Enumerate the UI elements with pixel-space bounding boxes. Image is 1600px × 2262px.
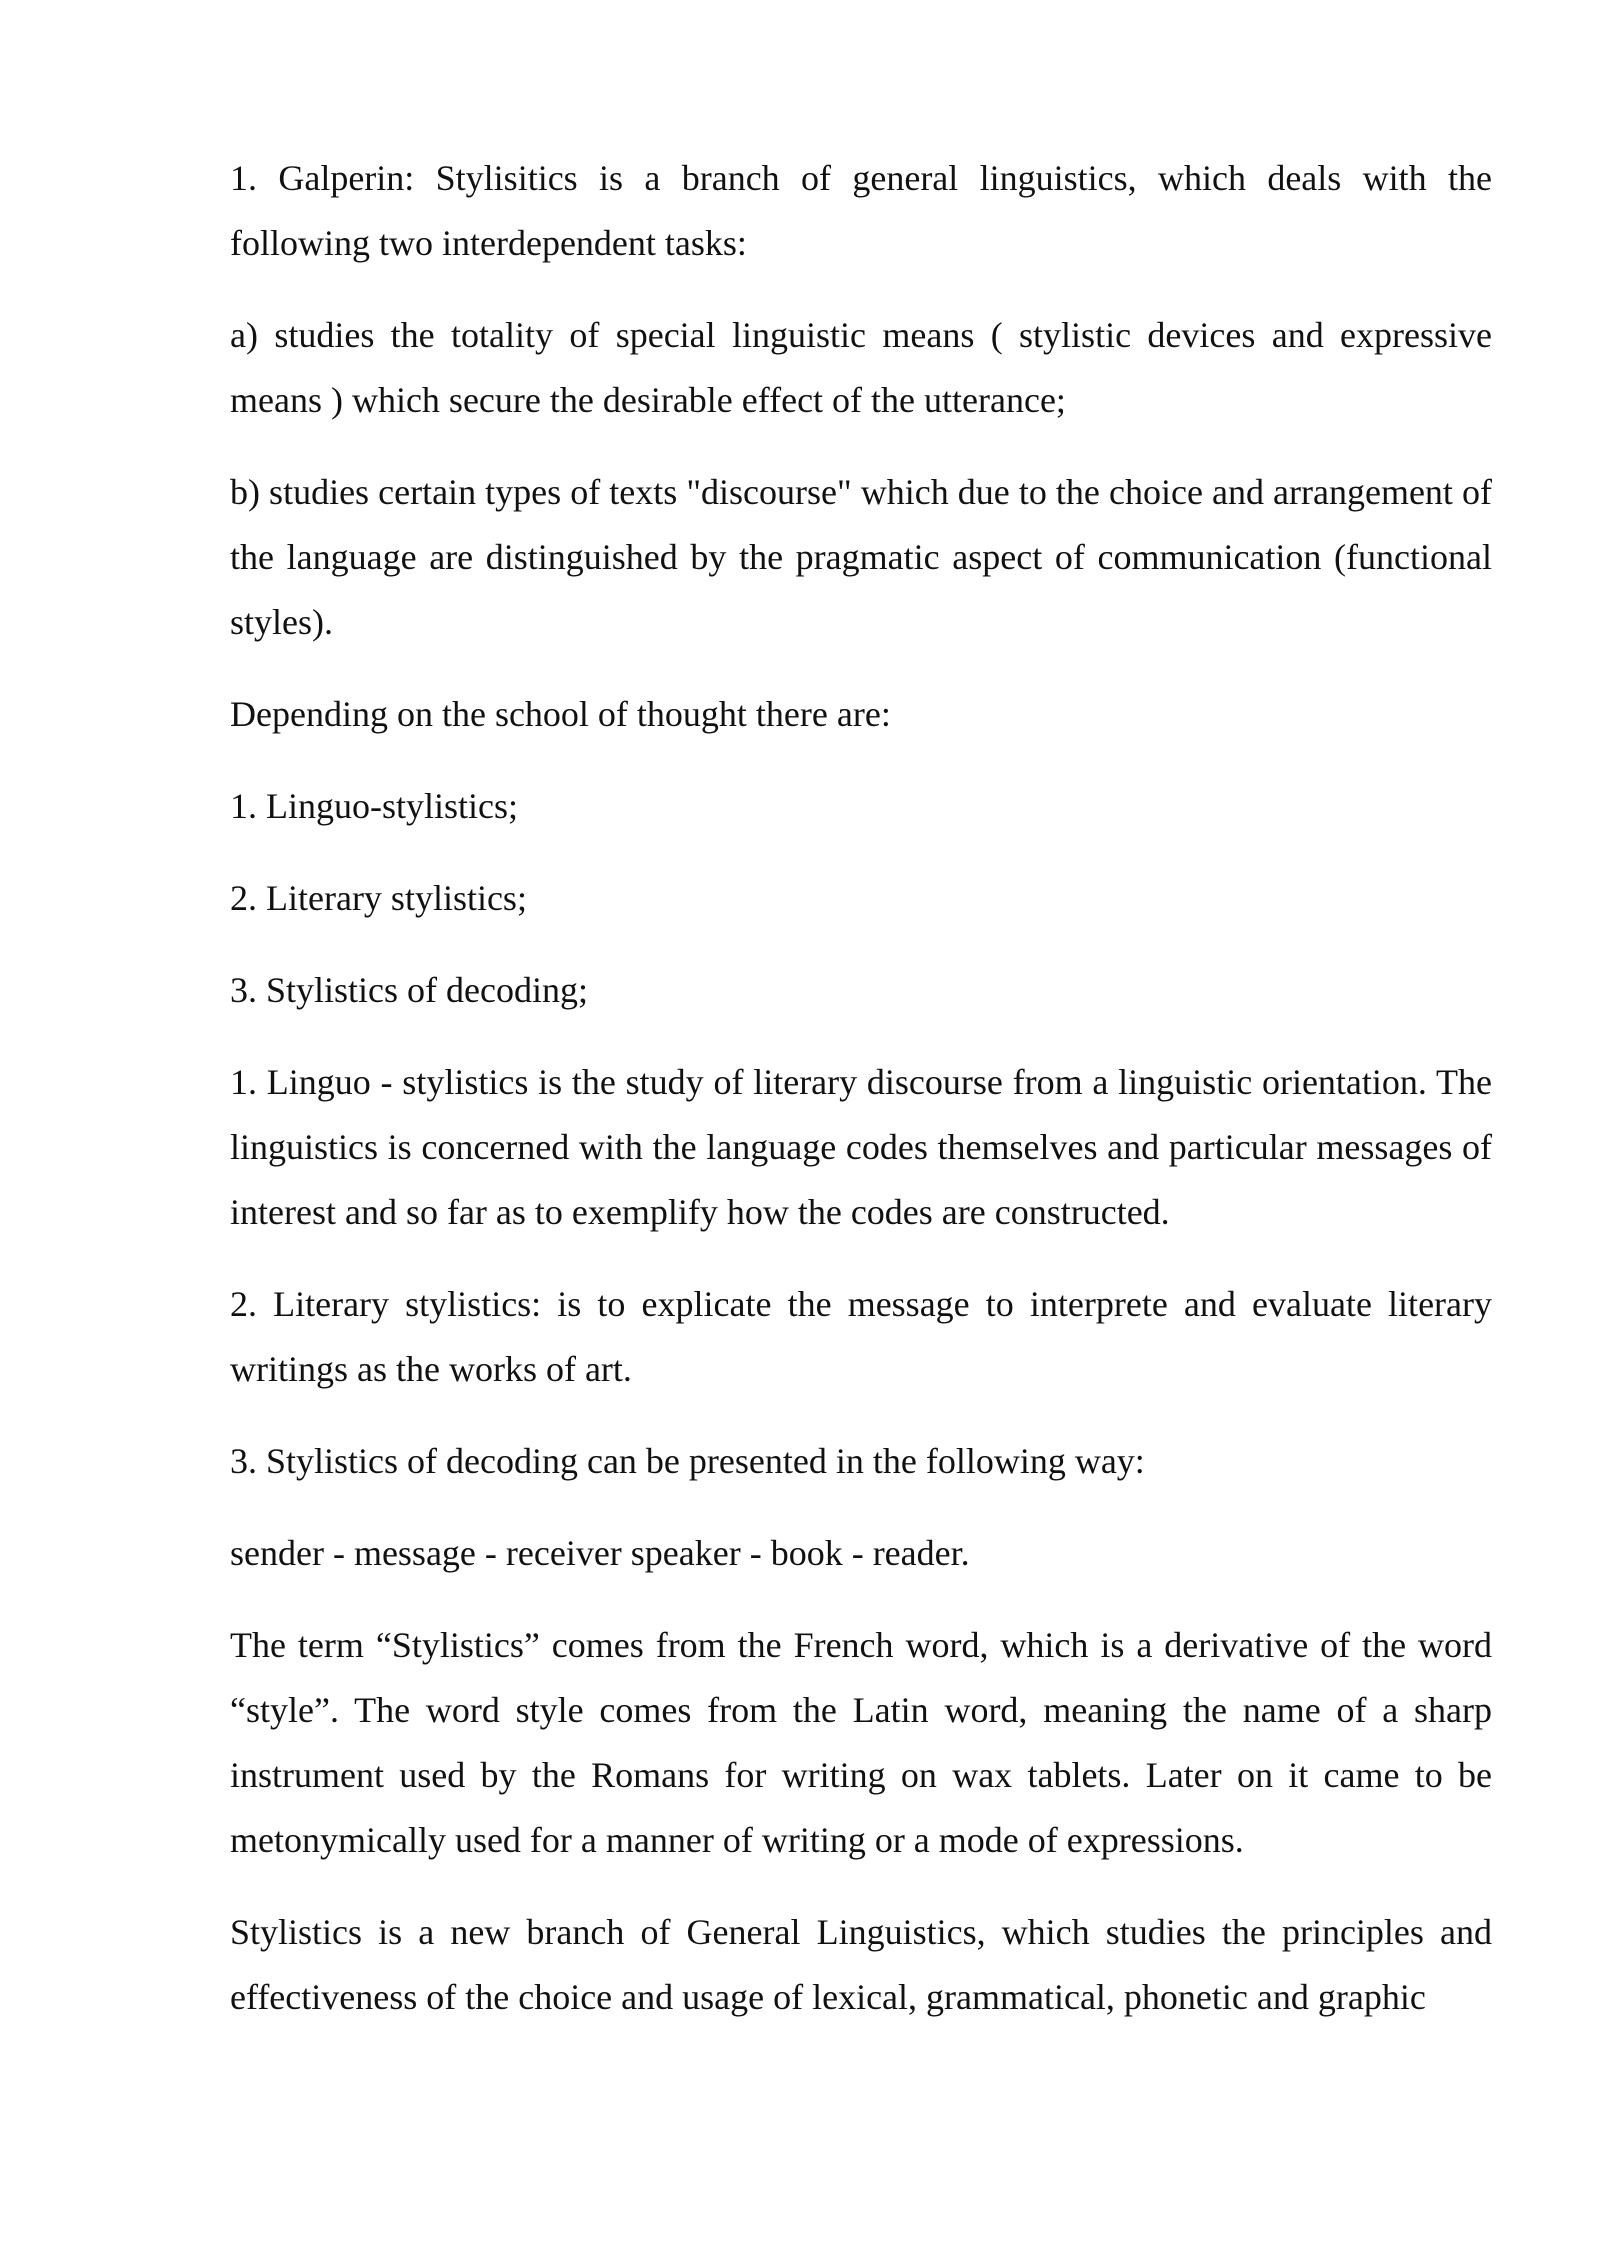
paragraph-decoding-scheme: sender - message - receiver speaker - book - reader. [230, 1533, 970, 1573]
paragraph-galperin-definition: 1. Galperin: Stylisitics is a branch of general linguistics, which deals with the following two interdependent tasks: [230, 158, 1492, 263]
list-item-stylistics-of-decoding: 3. Stylistics of decoding; [230, 970, 588, 1010]
list-item-literary-stylistics: 2. Literary stylistics; [230, 878, 527, 918]
paragraph-task-b: b) studies certain types of texts "discourse" which due to the choice and arrangement of the language are distinguished by the pragmatic aspect of communication (functional styles). [230, 472, 1492, 642]
paragraph-literary-stylistics: 2. Literary stylistics: is to explicate the message to interprete and evaluate literary writings as the works of art. [230, 1284, 1492, 1389]
list-item-linguo-stylistics: 1. Linguo-stylistics; [230, 786, 518, 826]
paragraph-stylistics-branch: Stylistics is a new branch of General Linguistics, which studies the principles and effectiveness of the choice and usage of lexical, grammatical, phonetic and graphic [230, 1912, 1492, 2017]
paragraph-schools-intro: Depending on the school of thought there are: [230, 694, 891, 734]
paragraph-task-a: a) studies the totality of special linguistic means ( stylistic devices and expressive means ) which secure the desirable effect of the utterance; [230, 315, 1492, 420]
paragraph-term-origin: The term “Stylistics” comes from the French word, which is a derivative of the word “style”. The word style comes from the Latin word, meaning the name of a sharp instrument used by the Romans for writing on wax tablets. Later on it came to be metonymically used for a manner of writing or a mode of expressions. [230, 1625, 1492, 1860]
document-body [230, 146, 1492, 2057]
paragraph-decoding-intro: 3. Stylistics of decoding can be presented in the following way: [230, 1441, 1145, 1481]
paragraph-linguo-stylistics: 1. Linguo - stylistics is the study of literary discourse from a linguistic orientation. The linguistics is concerned with the language codes themselves and particular messages of interest and so far as to exemplify how the codes are constructed. [230, 1062, 1492, 1232]
